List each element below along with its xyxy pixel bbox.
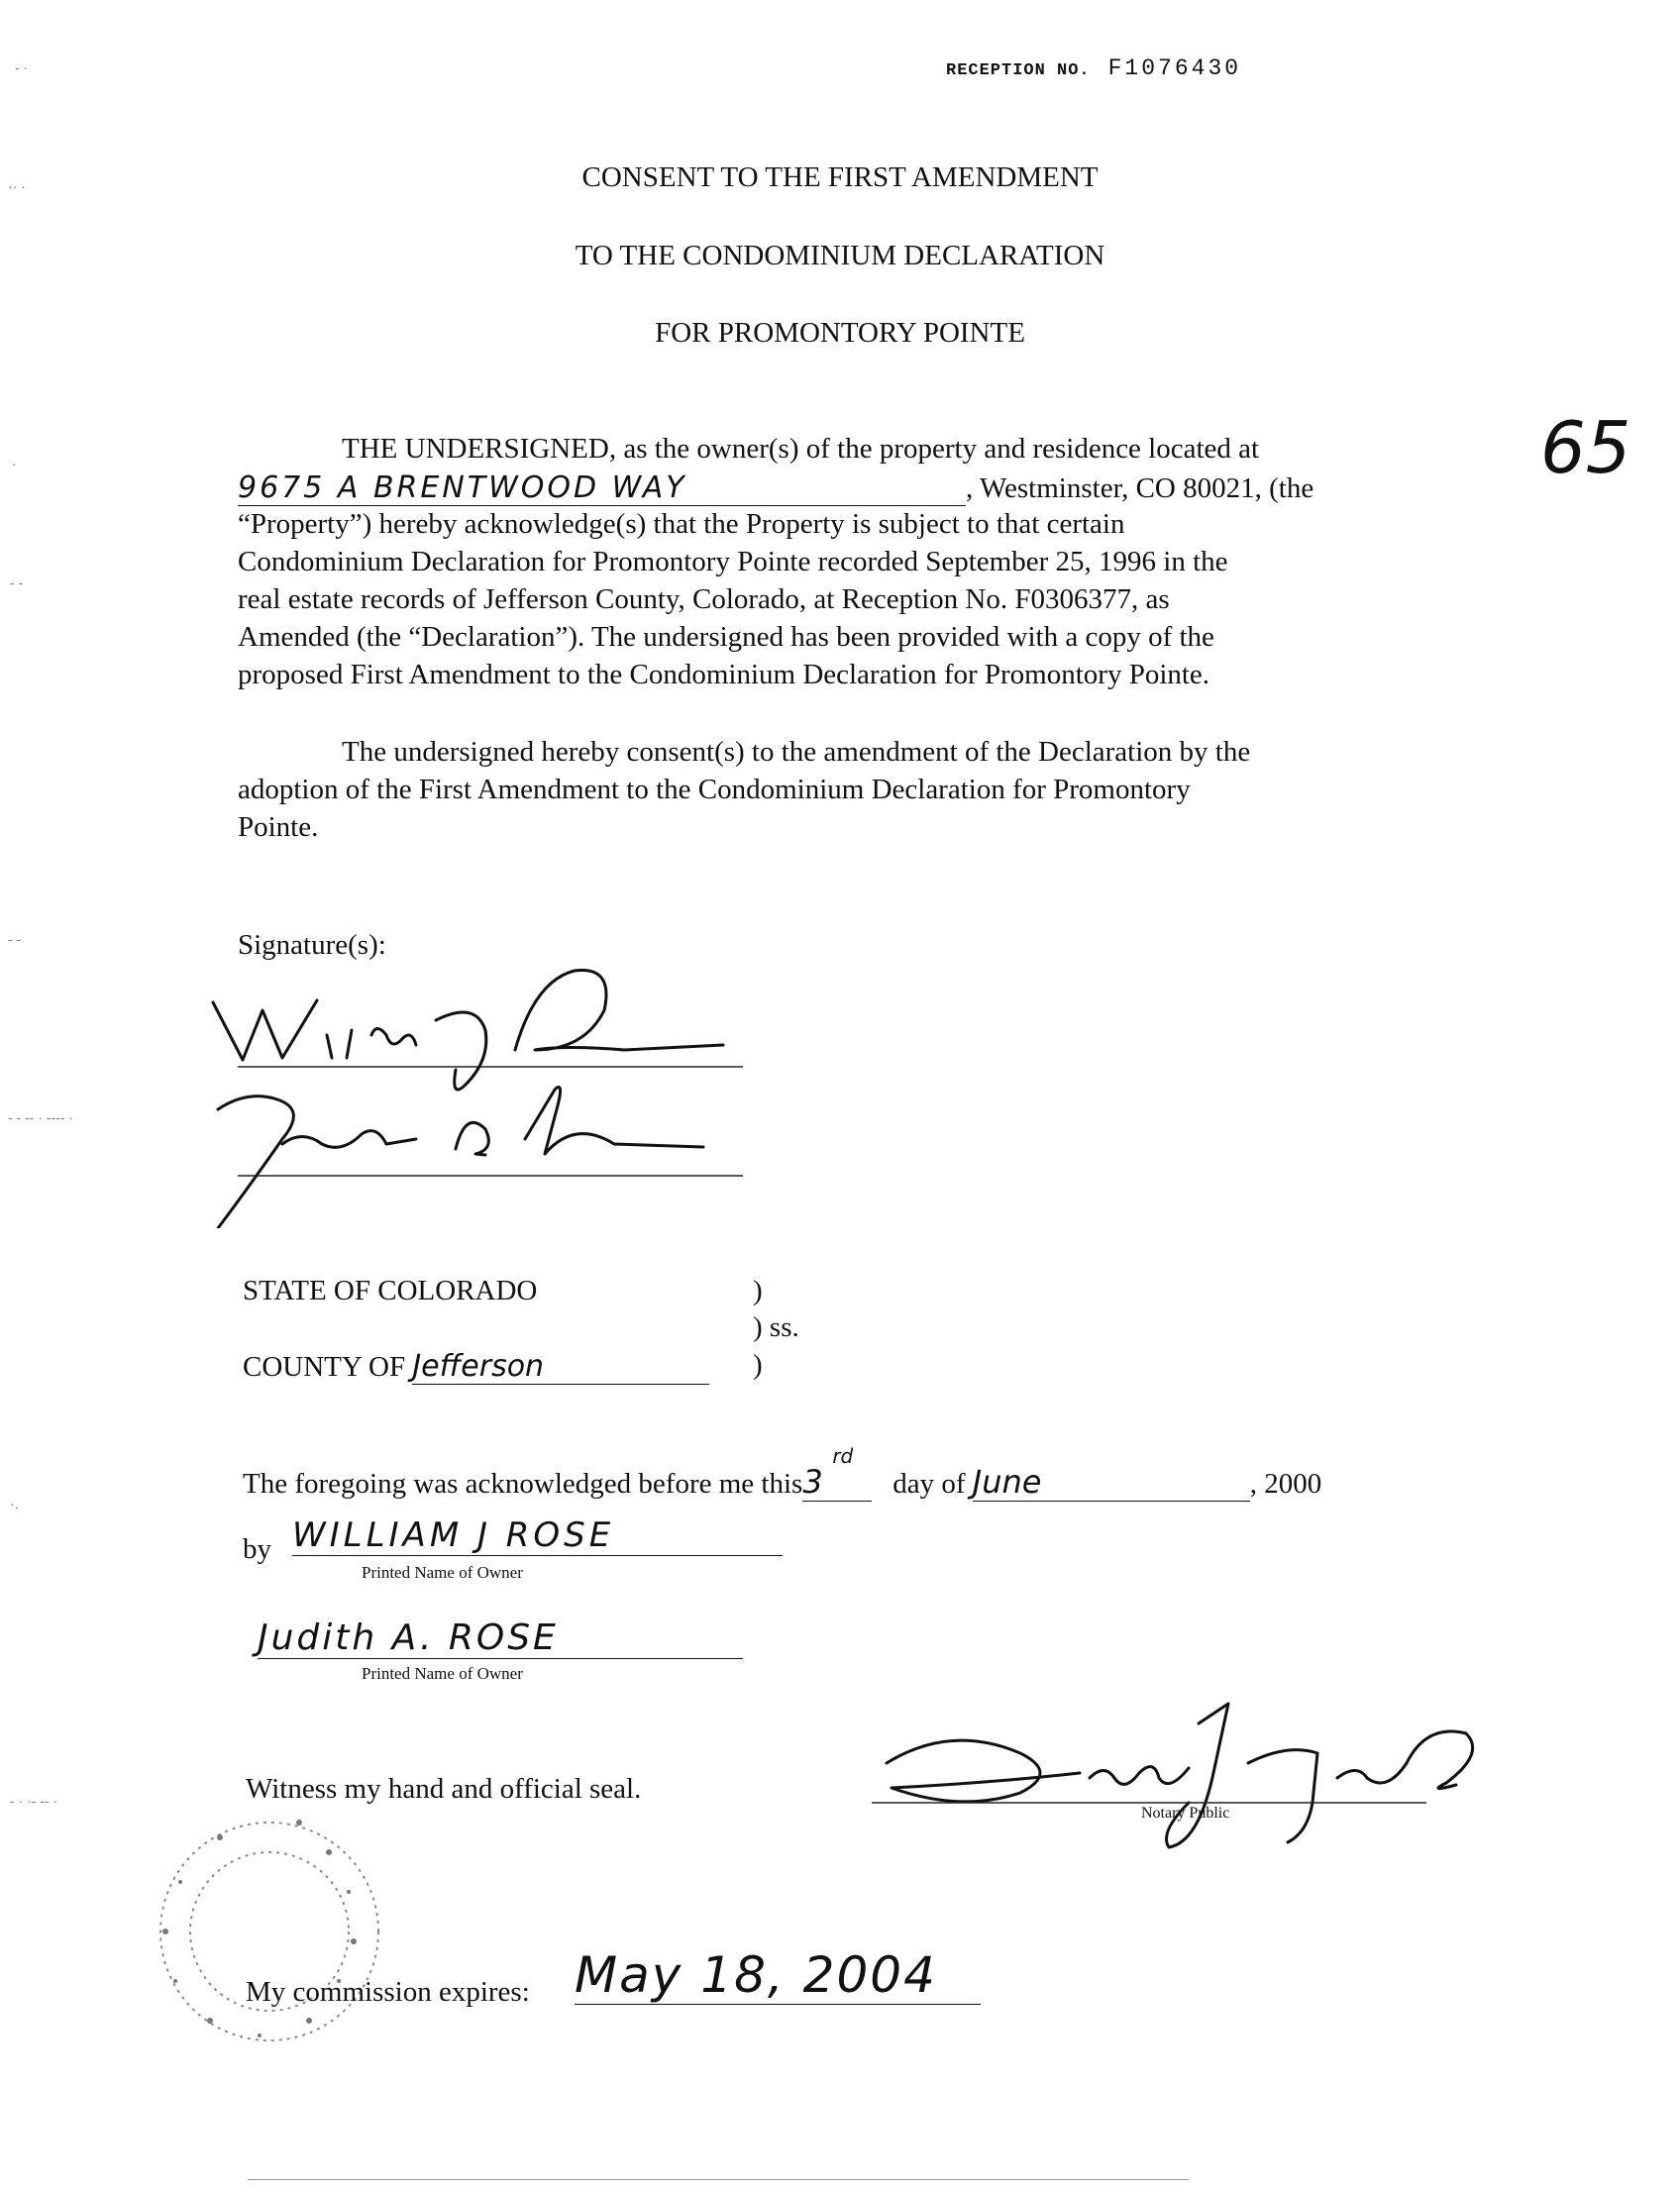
ack-year: , 2000: [1249, 1468, 1322, 1500]
title-line-2: TO THE CONDOMINIUM DECLARATION: [575, 240, 1105, 271]
para1-line4: Condominium Declaration for Promontory Pointe recorded September 25, 1996 in the: [238, 546, 1228, 577]
para1-line3: “Property”) hereby acknowledge(s) that the Property is subject to that certain: [238, 508, 1125, 540]
para1-line6: Amended (the “Declaration”). The undersigned has been provided with a copy of the: [238, 621, 1214, 653]
commission-label: My commission expires:: [246, 1976, 530, 2008]
para1-line2-rest: , Westminster, CO 80021, (the: [966, 472, 1314, 504]
ack-day-suffix: rd: [832, 1444, 854, 1468]
signatures-label: Signature(s):: [238, 929, 386, 961]
scan-artifact: ·.: [10, 1496, 19, 1512]
scan-artifact: ·: [12, 456, 17, 471]
county-label: COUNTY OF: [243, 1351, 406, 1383]
para1-line7: proposed First Amendment to the Condominium Declaration for Promontory Pointe.: [238, 659, 1210, 690]
notary-signature: [872, 1694, 1506, 1852]
para1-line1: THE UNDERSIGNED, as the owner(s) of the property and residence located at: [342, 433, 1260, 465]
scan-artifact: - ·: [15, 59, 29, 75]
para1-line5: real estate records of Jefferson County, Colorado, at Reception No. F0306377, as: [238, 583, 1170, 615]
scan-artifact: - · ·- -- ·: [10, 1793, 58, 1809]
notary-seal-stamp: [131, 1783, 388, 2080]
ack-month: June: [973, 1463, 1250, 1502]
ss-label: ) ss.: [753, 1311, 799, 1343]
para2-line3: Pointe.: [238, 811, 319, 843]
para2-line2: adoption of the First Amendment to the Condominium Declaration for Promontory: [238, 774, 1191, 805]
reception-value: F1076430: [1107, 55, 1242, 81]
printed-name-label-2: Printed Name of Owner: [362, 1664, 523, 1683]
state-label: STATE OF COLORADO: [243, 1275, 538, 1306]
scan-artifact: ·· ·: [8, 178, 26, 194]
county-line: [243, 1349, 709, 1385]
page-mark: 65: [1540, 406, 1631, 489]
ack-day-of: day of: [892, 1468, 966, 1500]
ack-by: by: [243, 1533, 271, 1565]
paren-3: ): [753, 1349, 763, 1381]
para1-line2: [238, 470, 1313, 506]
ack-day: 3: [802, 1463, 872, 1502]
county-handwritten: Jefferson: [412, 1349, 709, 1385]
commission-date: May 18, 2004: [575, 1946, 981, 2005]
printed-name-label-1: Printed Name of Owner: [362, 1563, 523, 1582]
witness-line: Witness my hand and official seal.: [246, 1773, 642, 1805]
reception-number: [946, 55, 1241, 81]
handwritten-signatures: [188, 941, 882, 1228]
title-line-1: CONSENT TO THE FIRST AMENDMENT: [581, 161, 1099, 193]
owner1-printed: WILLIAM J ROSE: [292, 1515, 783, 1556]
address-handwritten: 9675 A BRENTWOOD WAY: [238, 470, 966, 506]
scan-artifact: - -: [10, 574, 24, 590]
owner2-printed: Judith A. ROSE: [258, 1617, 743, 1659]
scan-artifact: - - -- · ---- ·: [8, 1109, 74, 1125]
ack-line: [243, 1444, 1322, 1502]
paren-1: ): [753, 1275, 763, 1306]
reception-label: RECEPTION NO.: [946, 61, 1091, 80]
scan-artifact: - -: [8, 931, 22, 947]
ack-prefix: The foregoing was acknowledged before me this: [243, 1468, 803, 1500]
para2-line1: The undersigned hereby consent(s) to the amendment of the Declaration by the: [342, 736, 1251, 768]
title-line-3: FOR PROMONTORY POINTE: [655, 317, 1025, 349]
bottom-scan-line: [248, 2179, 1189, 2180]
notary-public-label: Notary Public: [1141, 1805, 1230, 1822]
